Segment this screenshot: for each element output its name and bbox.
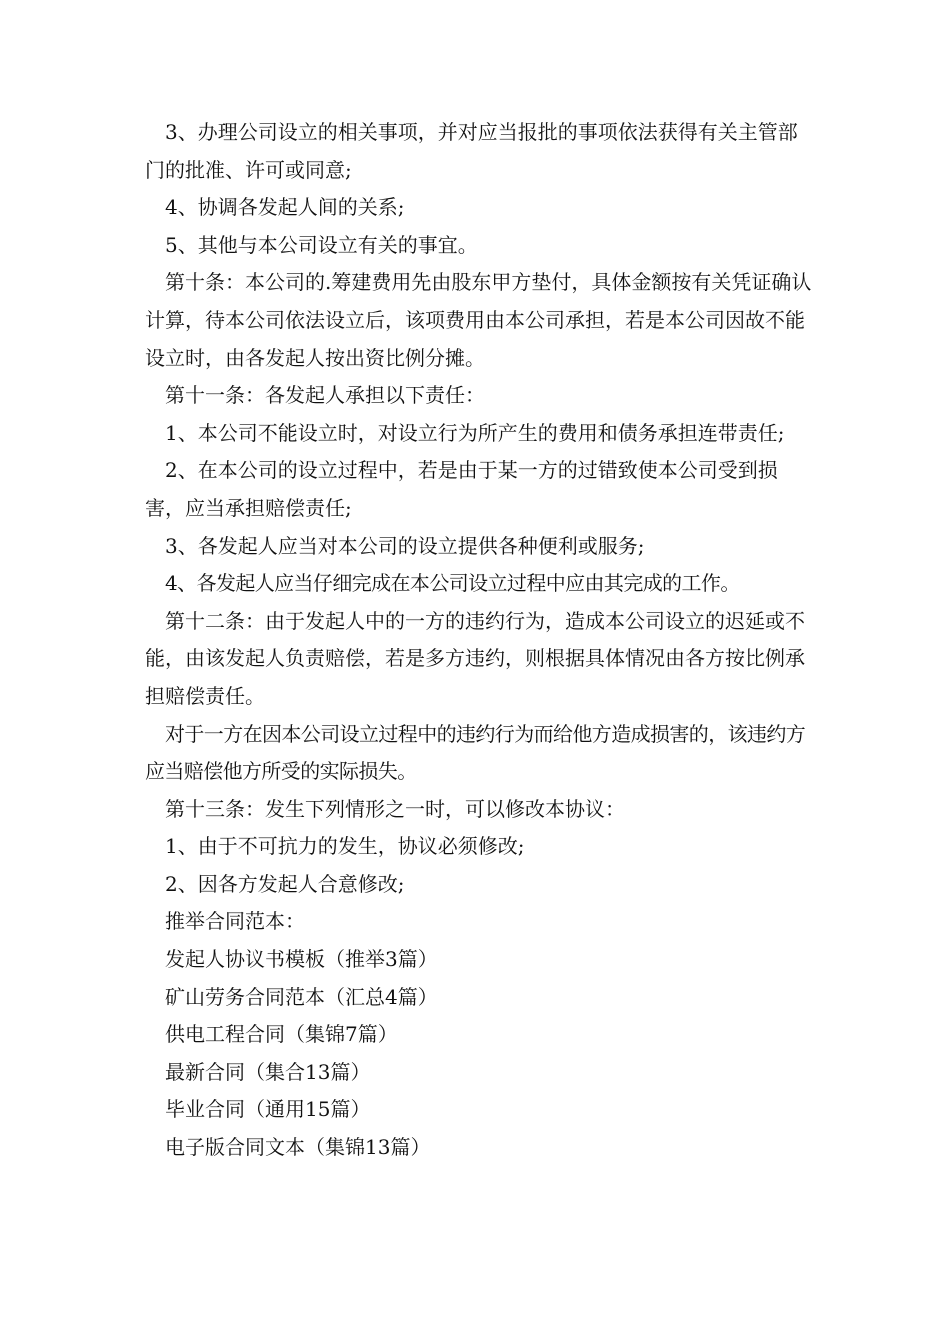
- paragraph-article-13: 第十三条：发生下列情形之一时，可以修改本协议：: [165, 796, 625, 821]
- paragraph-article-12-continued: 对于一方在因本公司设立过程中的违约行为而给他方造成损害的，该违约方应当赔偿他方所受的实际损失。: [145, 721, 806, 784]
- recommend-link[interactable]: 毕业合同（通用15篇）: [165, 1097, 371, 1122]
- recommend-heading: 推举合同范本：: [165, 909, 305, 934]
- paragraph-item-4-duties: 4、协调各发起人间的关系;: [165, 195, 405, 220]
- recommend-link[interactable]: 供电工程合同（集锦7篇）: [165, 1022, 398, 1047]
- recommend-link[interactable]: 最新合同（集合13篇）: [165, 1059, 371, 1084]
- paragraph-article-13-item-1: 1、由于不可抗力的发生，协议必须修改;: [165, 834, 525, 859]
- paragraph-article-11-item-3: 3、各发起人应当对本公司的设立提供各种便利或服务;: [165, 533, 645, 558]
- paragraph-article-12: 第十二条：由于发起人中的一方的违约行为，造成本公司设立的迟延或不能，由该发起人负责赔偿，若是多方违约，则根据具体情况由各方按比例承担赔偿责任。: [145, 608, 805, 708]
- paragraph-article-13-item-2: 2、因各方发起人合意修改;: [165, 871, 405, 896]
- paragraph-item-3-duties: 3、办理公司设立的相关事项，并对应当报批的事项依法获得有关主管部门的批准、许可或同意;: [145, 120, 798, 182]
- recommend-link[interactable]: 电子版合同文本（集锦13篇）: [165, 1135, 431, 1160]
- paragraph-item-5-duties: 5、其他与本公司设立有关的事宜。: [165, 232, 478, 257]
- paragraph-article-11-item-4: 4、各发起人应当仔细完成在本公司设立过程中应由其完成的工作。: [165, 571, 740, 596]
- paragraph-article-10: 第十条：本公司的.筹建费用先由股东甲方垫付，具体金额按有关凭证确认计算，待本公司依法设立后，该项费用由本公司承担，若是本公司因故不能设立时，由各发起人按出资比例分摊。: [145, 270, 812, 370]
- recommend-link[interactable]: 发起人协议书模板（推举3篇）: [165, 947, 438, 972]
- paragraph-article-11-item-1: 1、本公司不能设立时，对设立行为所产生的费用和债务承担连带责任;: [165, 420, 785, 445]
- paragraph-article-11-item-2: 2、在本公司的设立过程中，若是由于某一方的过错致使本公司受到损害，应当承担赔偿责任;: [145, 458, 778, 520]
- document-body: [145, 114, 815, 1167]
- paragraph-article-11: 第十一条：各发起人承担以下责任：: [165, 383, 485, 408]
- recommend-link[interactable]: 矿山劳务合同范本（汇总4篇）: [165, 984, 438, 1009]
